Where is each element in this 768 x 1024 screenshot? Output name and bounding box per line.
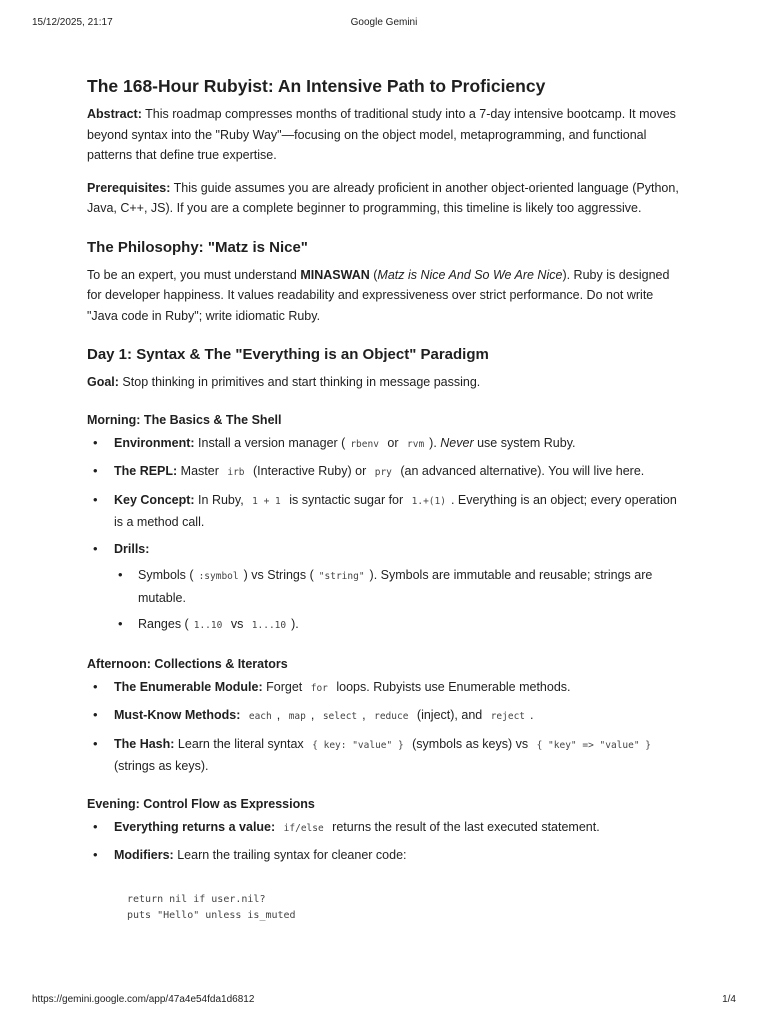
afternoon-heading: Afternoon: Collections & Iterators	[87, 656, 288, 671]
text: ,	[310, 708, 318, 722]
text: or	[383, 435, 402, 450]
prerequisites-label: Prerequisites:	[87, 180, 171, 195]
list-item	[114, 565, 687, 608]
inline-code: reject	[490, 711, 526, 722]
inline-code: :symbol	[198, 571, 239, 582]
drills-list	[114, 565, 687, 637]
inline-code: 1..10	[193, 620, 223, 631]
philosophy-heading: The Philosophy: "Matz is Nice"	[87, 238, 308, 256]
inline-code: map	[288, 711, 306, 722]
list-item	[87, 539, 687, 637]
item-label: The Hash:	[114, 736, 175, 751]
evening-heading: Evening: Control Flow as Expressions	[87, 796, 315, 811]
document-content	[87, 74, 687, 924]
emphasis: Never	[440, 435, 474, 450]
text: Learn the trailing syntax for cleaner code:	[173, 848, 407, 862]
inline-code: { "key" => "value" }	[536, 739, 651, 751]
goal-text: Stop thinking in primitives and start thinking in message passing.	[118, 375, 481, 389]
list-item	[87, 734, 687, 777]
text: ).	[429, 435, 441, 450]
text: Symbols (	[138, 568, 194, 582]
inline-code: rvm	[407, 438, 425, 450]
prerequisites-text: This guide assumes you are already proficient in another object-oriented language (Python, Java, C++, JS). If you are a complete beginner to programming, this timeline is likely too aggressive.	[87, 180, 679, 215]
list-item	[87, 677, 687, 700]
inline-code: irb	[227, 467, 245, 478]
inline-code: reduce	[374, 711, 409, 722]
text: Learn the literal syntax	[174, 736, 308, 751]
text: (an advanced alternative). You will live here.	[396, 464, 645, 478]
text: use system Ruby.	[473, 435, 576, 450]
document-title: The 168-Hour Rubyist: An Intensive Path to Proficiency	[87, 76, 546, 96]
inline-code: each	[248, 711, 272, 722]
text: ). Ruby is designed for developer happiness. It values readability and expressiveness over strict performance. Do not write "Java code in Ruby"; write idiomatic Ruby.	[87, 267, 670, 323]
print-url: https://gemini.google.com/app/47a4e54fda1d6812	[32, 994, 255, 1005]
inline-code: rbenv	[350, 438, 379, 450]
inline-code: pry	[374, 467, 392, 478]
item-label: The REPL:	[114, 464, 178, 478]
list-item	[114, 614, 687, 637]
list-item	[87, 817, 687, 840]
text: Install a version manager (	[194, 435, 346, 450]
abstract-label: Abstract:	[87, 107, 142, 121]
page-number: 1/4	[722, 994, 736, 1005]
item-label: Key Concept:	[114, 492, 195, 507]
afternoon-list	[87, 677, 687, 777]
text: (symbols as keys) vs	[408, 736, 532, 751]
item-label: The Enumerable Module:	[114, 679, 263, 694]
day1-goal	[87, 372, 687, 393]
prerequisites-paragraph	[87, 178, 687, 219]
inline-code: 1...10	[251, 620, 287, 631]
print-header	[0, 17, 768, 31]
text: ). Symbols are immutable and reusable; strings are mutable.	[138, 568, 653, 605]
item-label: Modifiers:	[114, 848, 174, 862]
item-label: Drills:	[114, 541, 150, 556]
text: (inject), and	[413, 708, 486, 722]
list-item	[87, 433, 687, 456]
text: Master	[177, 464, 223, 478]
text: vs	[227, 617, 247, 631]
item-label: Must-Know Methods:	[114, 708, 241, 722]
goal-label: Goal:	[87, 375, 119, 389]
text: is syntactic sugar for	[285, 492, 407, 507]
print-footer	[0, 994, 768, 1008]
abstract-text: This roadmap compresses months of traditional study into a 7-day intensive bootcamp. It moves beyond syntax into the "Ruby Way"—focusing on the object model, metaprogramming, and functional patterns that define true expertise.	[87, 107, 676, 162]
inline-code: "string"	[318, 571, 365, 582]
text: ,	[362, 708, 370, 722]
print-page-title: Google Gemini	[350, 17, 418, 28]
code-block: return nil if user.nil? puts "Hello" unless is_muted	[127, 893, 296, 921]
morning-list	[87, 433, 687, 637]
text: In Ruby,	[194, 492, 248, 507]
abstract-paragraph	[87, 104, 687, 166]
text: (Interactive Ruby) or	[249, 464, 370, 478]
text: (strings as keys).	[114, 759, 209, 773]
text: ) vs Strings (	[243, 568, 314, 582]
morning-heading: Morning: The Basics & The Shell	[87, 412, 282, 427]
list-item	[87, 845, 687, 866]
text: To be an expert, you must understand	[87, 267, 301, 282]
inline-code: 1.+(1)	[411, 495, 446, 507]
item-label: Environment:	[114, 435, 195, 450]
text: ,	[276, 708, 284, 722]
inline-code: if/else	[283, 822, 324, 834]
day1-heading: Day 1: Syntax & The "Everything is an Object" Paradigm	[87, 346, 489, 363]
inline-code: for	[310, 682, 328, 694]
text: . Everything is an object; every operation is a method call.	[114, 492, 677, 529]
philosophy-paragraph	[87, 265, 687, 327]
item-label: Everything returns a value:	[114, 819, 276, 834]
evening-list	[87, 817, 687, 866]
list-item	[87, 461, 687, 484]
list-item	[87, 705, 687, 728]
minaswan-term: MINASWAN	[300, 267, 370, 282]
list-item	[87, 490, 687, 533]
print-date: 15/12/2025, 21:17	[32, 17, 113, 28]
text: loops. Rubyists use Enumerable methods.	[332, 679, 571, 694]
minaswan-expansion: Matz is Nice And So We Are Nice	[377, 267, 563, 282]
text: Forget	[262, 679, 306, 694]
text: (	[369, 267, 378, 282]
text: returns the result of the last executed statement.	[328, 819, 600, 834]
inline-code: 1 + 1	[252, 495, 281, 507]
text: ).	[291, 617, 299, 631]
text: .	[530, 708, 534, 722]
inline-code: { key: "value" }	[312, 739, 404, 751]
text: Ranges (	[138, 617, 189, 631]
inline-code: select	[322, 711, 358, 722]
